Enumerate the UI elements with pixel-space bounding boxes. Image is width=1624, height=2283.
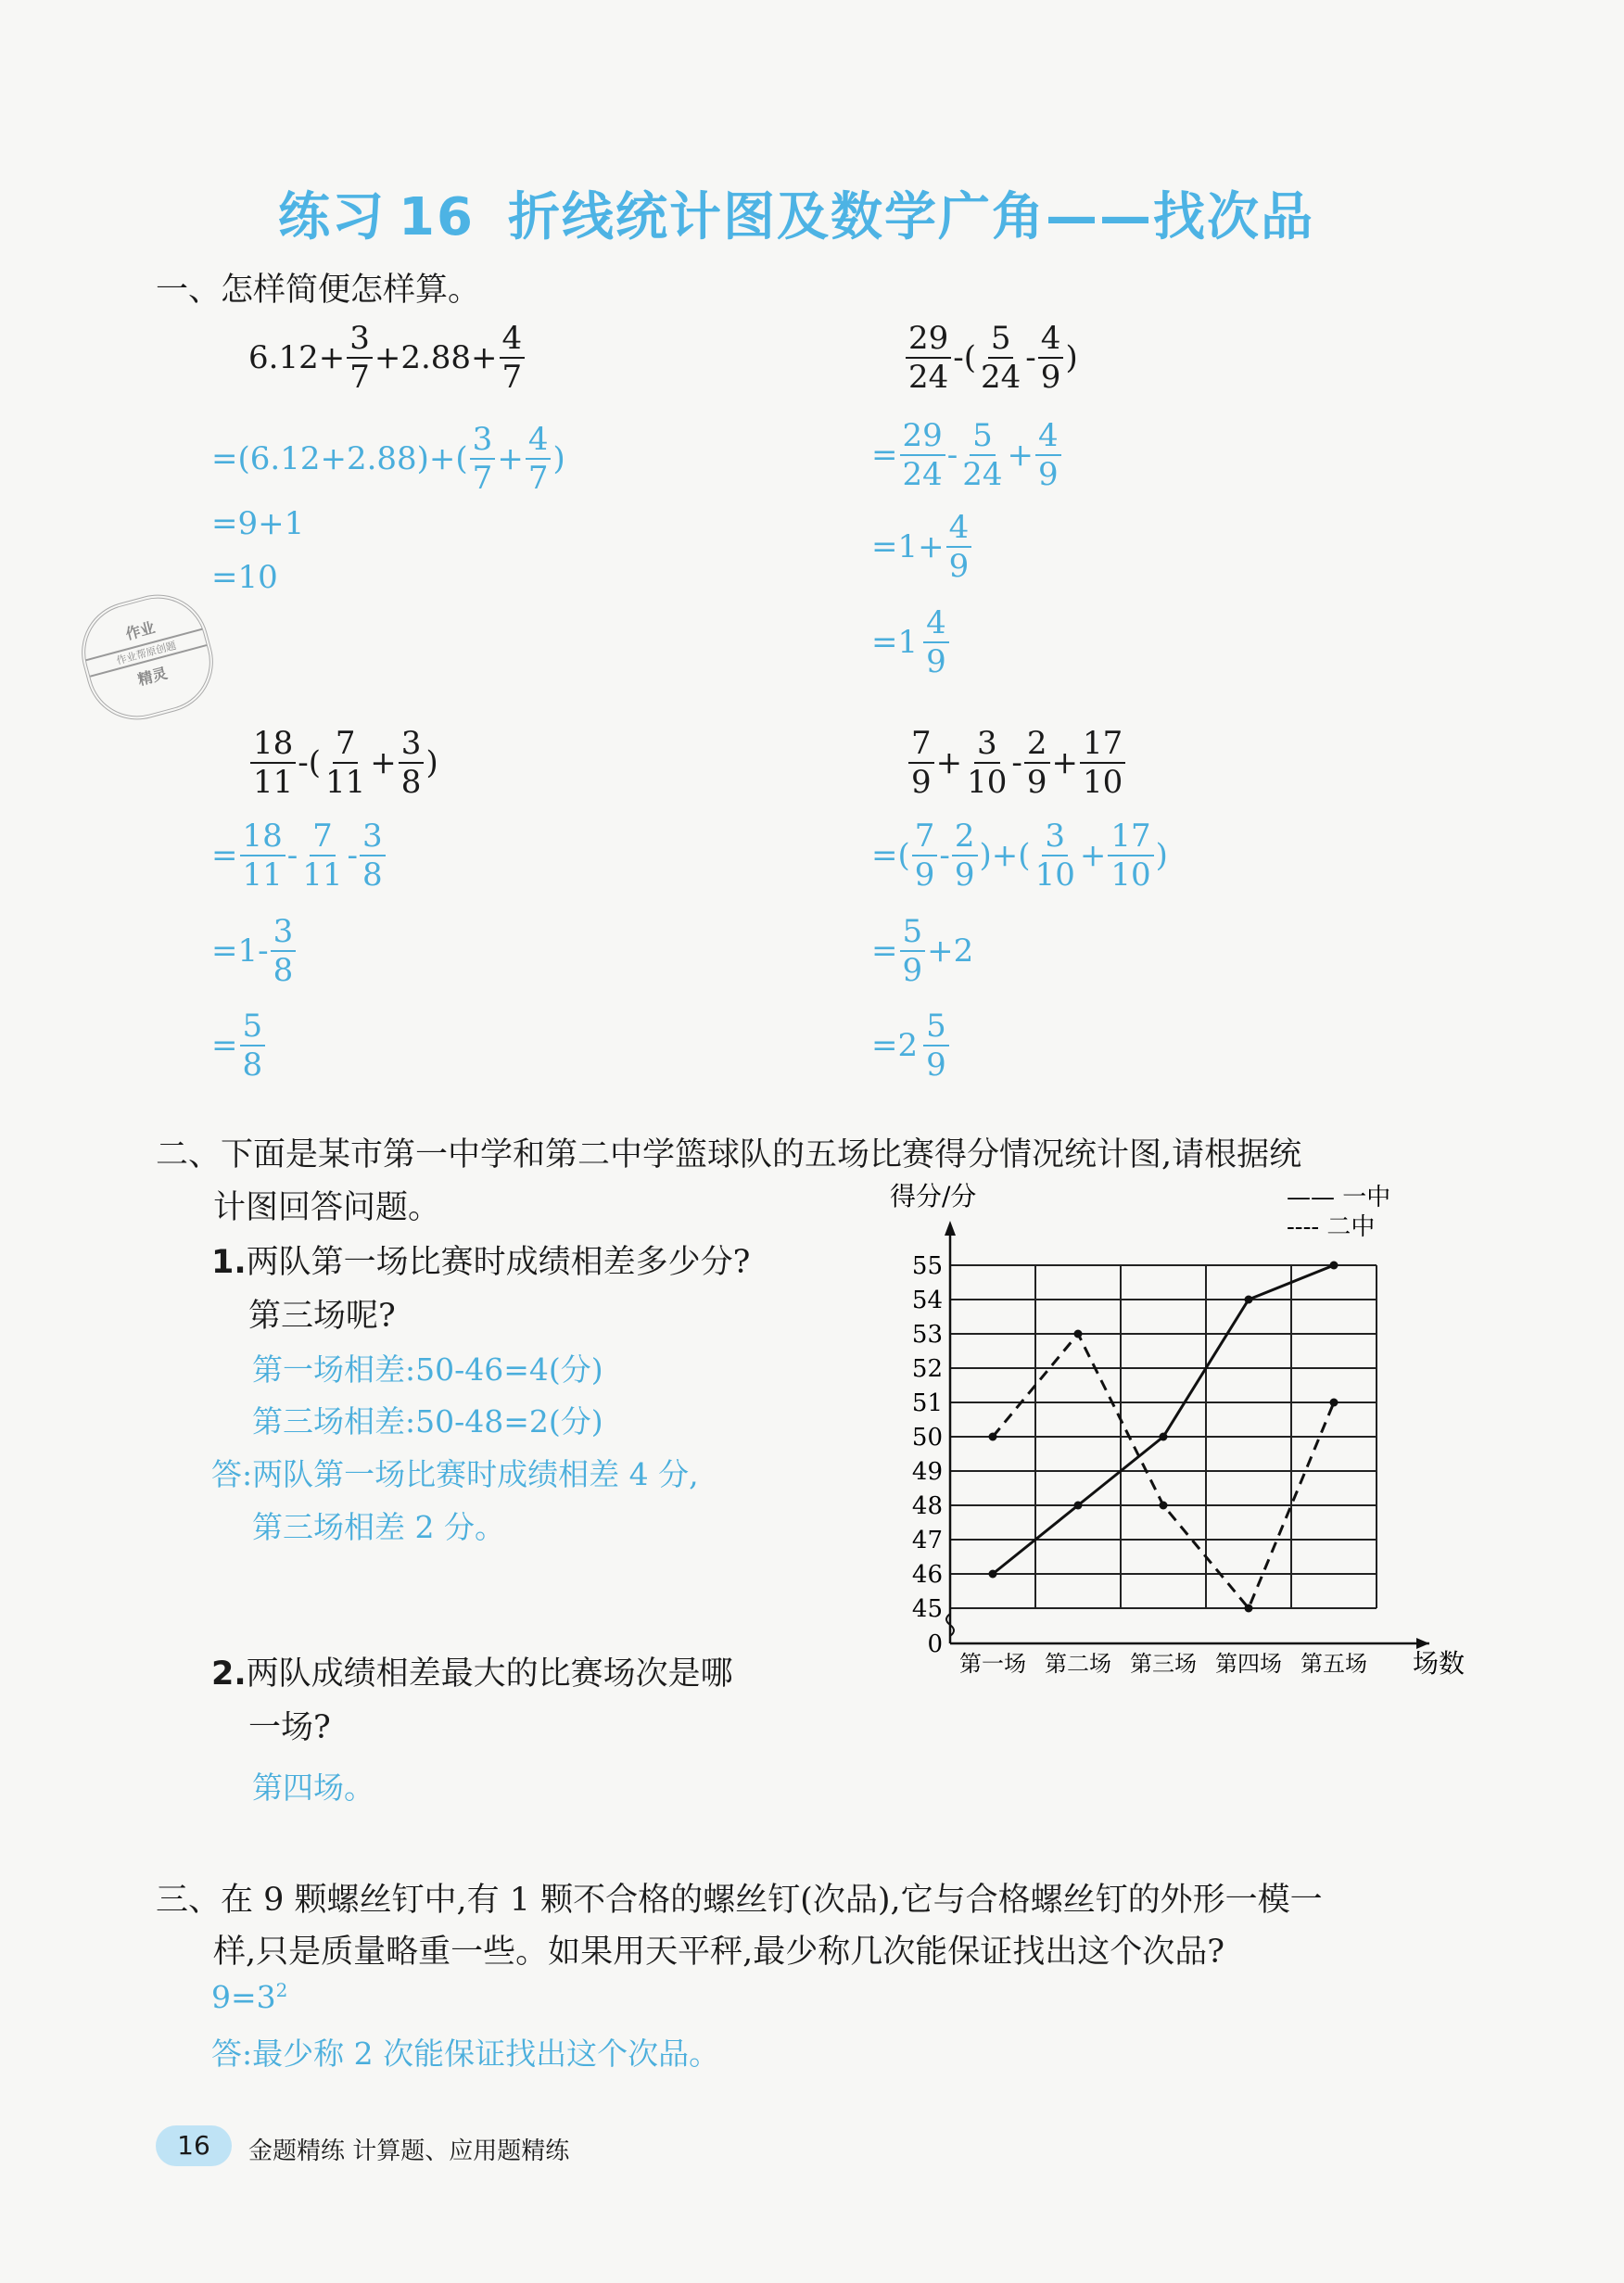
data-point bbox=[1160, 1433, 1168, 1441]
title-label: 练习 bbox=[278, 187, 386, 247]
expr-text: + bbox=[1007, 437, 1034, 474]
data-point bbox=[1245, 1296, 1253, 1304]
fraction: $\frac{3}{7}$ bbox=[347, 323, 373, 393]
question-2-2 bbox=[211, 1647, 733, 1755]
data-point bbox=[1330, 1399, 1339, 1407]
problem2-step3 bbox=[871, 604, 951, 680]
expr-text: ) bbox=[1155, 837, 1168, 874]
x-tick-label: 第三场 bbox=[1130, 1651, 1197, 1677]
section3-line2: 样,只是质量略重一些。如果用天平秤,最少称几次能保证找出这个次品? bbox=[213, 1934, 1225, 1971]
x-tick-label: 第五场 bbox=[1300, 1651, 1367, 1677]
y-tick-label: 55 bbox=[911, 1252, 943, 1280]
y-axis-arrow bbox=[945, 1221, 956, 1236]
expr-text: - bbox=[1025, 339, 1036, 376]
expr-text: =(6.12+2.88)+( bbox=[211, 440, 468, 477]
problem2-step2 bbox=[871, 509, 973, 585]
fraction: $\frac{4}{7}$ bbox=[500, 323, 526, 393]
expr-text: + bbox=[370, 744, 397, 781]
score-line-chart bbox=[871, 1177, 1483, 1696]
answer-exponent: 2 bbox=[275, 1979, 288, 2001]
expr-text: = bbox=[871, 437, 898, 474]
fraction: $\frac{18}{11}$ bbox=[240, 820, 285, 891]
expr-text: = bbox=[871, 932, 898, 970]
data-point bbox=[1074, 1502, 1083, 1510]
section2-heading-line1: 二、下面是某市第一中学和第二中学篮球队的五场比赛得分情况统计图,请根据统 bbox=[156, 1136, 1302, 1173]
expr-text: ) bbox=[425, 744, 438, 781]
expr-text: ) bbox=[552, 440, 565, 477]
problem4-question bbox=[907, 725, 1127, 801]
title-number: 16 bbox=[399, 187, 475, 247]
fraction: $\frac{17}{10}$ bbox=[1080, 728, 1125, 798]
question-text: 两队第一场比赛时成绩相差多少分? bbox=[246, 1244, 751, 1281]
fraction: $\frac{3}{10}$ bbox=[967, 725, 1008, 801]
expr-text: =2 bbox=[871, 1027, 919, 1064]
y-tick-label: 52 bbox=[911, 1355, 943, 1383]
fraction: $\frac{3}{8}$ bbox=[399, 728, 425, 798]
problem4-step1 bbox=[871, 818, 1168, 894]
expr-text: - bbox=[1011, 744, 1022, 781]
y-tick-label: 50 bbox=[911, 1424, 943, 1452]
y-tick-label: 49 bbox=[911, 1458, 943, 1486]
stamp-line: 精灵 bbox=[135, 664, 170, 690]
answer-2-1-line1: 第一场相差:50-46=4(分) bbox=[252, 1351, 603, 1388]
expr-text: + bbox=[1051, 744, 1079, 781]
page-title bbox=[278, 176, 1390, 250]
problem2-question bbox=[904, 320, 1078, 396]
y-tick-label: 45 bbox=[911, 1595, 943, 1623]
problem3-step1 bbox=[211, 818, 387, 894]
problem1-step2: =9+1 bbox=[211, 505, 305, 542]
fraction: $\frac{5}{9}$ bbox=[900, 916, 926, 986]
fraction: $\frac{17}{10}$ bbox=[1108, 820, 1153, 891]
answer-2-1-line3: 答:两队第一场比赛时成绩相差 4 分, bbox=[211, 1456, 699, 1492]
expr-text: +2.88+ bbox=[374, 339, 498, 376]
chart-legend bbox=[1287, 1184, 1390, 1241]
expr-text: 6.12+ bbox=[248, 339, 346, 376]
problem3-step3 bbox=[211, 1008, 267, 1084]
fraction: $\frac{4}{9}$ bbox=[946, 512, 972, 582]
expr-text: + bbox=[497, 440, 524, 477]
fraction: $\frac{4}{9}$ bbox=[923, 607, 949, 678]
fraction: $\frac{2}{9}$ bbox=[952, 820, 978, 891]
stamp-line: 作业帮原创题 bbox=[85, 628, 207, 678]
answer-3-line1 bbox=[211, 1979, 287, 2015]
y-tick-label: 46 bbox=[911, 1561, 943, 1589]
fraction: $\frac{7}{11}$ bbox=[302, 818, 343, 894]
data-point bbox=[1245, 1604, 1253, 1613]
section3-line1: 三、在 9 颗螺丝钉中,有 1 颗不合格的螺丝钉(次品),它与合格螺丝钉的外形一模一 bbox=[156, 1882, 1323, 1919]
expr-text: + bbox=[1079, 837, 1107, 874]
legend-dashed: ---- 二中 bbox=[1287, 1213, 1376, 1241]
expr-text: -( bbox=[298, 744, 322, 781]
question-number: 1. bbox=[211, 1244, 247, 1281]
problem1-question bbox=[248, 320, 527, 396]
data-point bbox=[989, 1570, 997, 1579]
x-tick-label: 第四场 bbox=[1215, 1651, 1282, 1677]
fraction: $\frac{7}{9}$ bbox=[912, 820, 938, 891]
fraction: $\frac{29}{24}$ bbox=[900, 420, 945, 490]
expr-text: +2 bbox=[927, 932, 974, 970]
fraction: $\frac{7}{11}$ bbox=[325, 725, 366, 801]
x-tick-label: 第一场 bbox=[959, 1651, 1026, 1677]
problem1-step1 bbox=[211, 421, 565, 497]
question-text: 第三场呢? bbox=[248, 1298, 396, 1335]
answer-2-1-line4: 第三场相差 2 分。 bbox=[252, 1509, 505, 1545]
expr-text: - bbox=[939, 837, 950, 874]
legend-solid: —— 一中 bbox=[1287, 1184, 1391, 1211]
fraction: $\frac{5}{9}$ bbox=[923, 1010, 949, 1081]
y-tick-label: 0 bbox=[927, 1630, 943, 1658]
section1-heading: 一、怎样简便怎样算。 bbox=[156, 272, 481, 309]
question-number: 2. bbox=[211, 1655, 247, 1693]
expr-text: =( bbox=[871, 837, 910, 874]
expr-text: + bbox=[935, 744, 963, 781]
data-point bbox=[989, 1433, 997, 1441]
section2-heading-line2: 计图回答问题。 bbox=[213, 1189, 441, 1226]
problem3-question bbox=[248, 725, 438, 801]
problem3-step2 bbox=[211, 913, 298, 989]
fraction: $\frac{3}{10}$ bbox=[1034, 818, 1075, 894]
y-tick-label: 48 bbox=[911, 1492, 943, 1520]
fraction: $\frac{4}{7}$ bbox=[526, 424, 552, 494]
question-text: 一场? bbox=[248, 1709, 331, 1746]
x-tick-label: 第二场 bbox=[1045, 1651, 1111, 1677]
problem2-step1 bbox=[871, 417, 1063, 493]
answer-text: 9=3 bbox=[211, 1979, 276, 2015]
answer-2-1-line2: 第三场相差:50-48=2(分) bbox=[252, 1403, 603, 1440]
answer-2-2: 第四场。 bbox=[252, 1769, 374, 1806]
expr-text: )+( bbox=[979, 837, 1031, 874]
expr-text: = bbox=[211, 837, 238, 874]
answer-3-line2: 答:最少称 2 次能保证找出这个次品。 bbox=[211, 2036, 720, 2072]
question-2-1 bbox=[211, 1236, 750, 1343]
y-tick-label: 47 bbox=[911, 1527, 943, 1554]
expr-text: ) bbox=[1065, 339, 1078, 376]
fraction: $\frac{5}{24}$ bbox=[981, 320, 1021, 396]
y-tick-label: 51 bbox=[911, 1389, 943, 1417]
fraction: $\frac{3}{7}$ bbox=[470, 424, 496, 494]
fraction: $\frac{2}{9}$ bbox=[1024, 728, 1050, 798]
fraction: $\frac{4}{9}$ bbox=[1035, 420, 1061, 490]
fraction: $\frac{4}{9}$ bbox=[1038, 323, 1064, 393]
question-text: 两队成绩相差最大的比赛场次是哪 bbox=[246, 1655, 733, 1693]
expr-text: =1 bbox=[871, 624, 919, 661]
expr-text: =1- bbox=[211, 932, 269, 970]
fraction: $\frac{18}{11}$ bbox=[250, 728, 296, 798]
data-point bbox=[1330, 1262, 1339, 1270]
chart-ylabel: 得分/分 bbox=[890, 1181, 977, 1211]
page-number: 16 bbox=[156, 2125, 232, 2166]
y-tick-label: 54 bbox=[911, 1287, 943, 1314]
problem4-step2 bbox=[871, 913, 974, 989]
expr-text: -( bbox=[953, 339, 977, 376]
watermark-stamp bbox=[70, 583, 224, 730]
y-tick-label: 53 bbox=[911, 1321, 943, 1349]
stamp-line: 作业 bbox=[123, 618, 158, 643]
chart-xlabel: 场数 bbox=[1413, 1648, 1465, 1679]
data-point bbox=[1160, 1502, 1168, 1510]
fraction: $\frac{29}{24}$ bbox=[906, 323, 951, 393]
problem4-step3 bbox=[871, 1008, 951, 1084]
fraction: $\frac{3}{8}$ bbox=[271, 916, 297, 986]
data-point bbox=[1074, 1330, 1083, 1338]
fraction: $\frac{5}{24}$ bbox=[962, 417, 1003, 493]
problem1-step3: =10 bbox=[211, 559, 278, 596]
expr-text: - bbox=[347, 837, 359, 874]
fraction: $\frac{5}{8}$ bbox=[240, 1010, 266, 1081]
expr-text: - bbox=[946, 437, 958, 474]
footer-text: 金题精练 计算题、应用题精练 bbox=[248, 2137, 570, 2165]
expr-text: =1+ bbox=[871, 528, 945, 565]
fraction: $\frac{3}{8}$ bbox=[360, 820, 386, 891]
fraction: $\frac{7}{9}$ bbox=[908, 728, 934, 798]
expr-text: - bbox=[286, 837, 298, 874]
title-topic: 折线统计图及数学广角——找次品 bbox=[507, 187, 1314, 247]
expr-text: = bbox=[211, 1027, 238, 1064]
